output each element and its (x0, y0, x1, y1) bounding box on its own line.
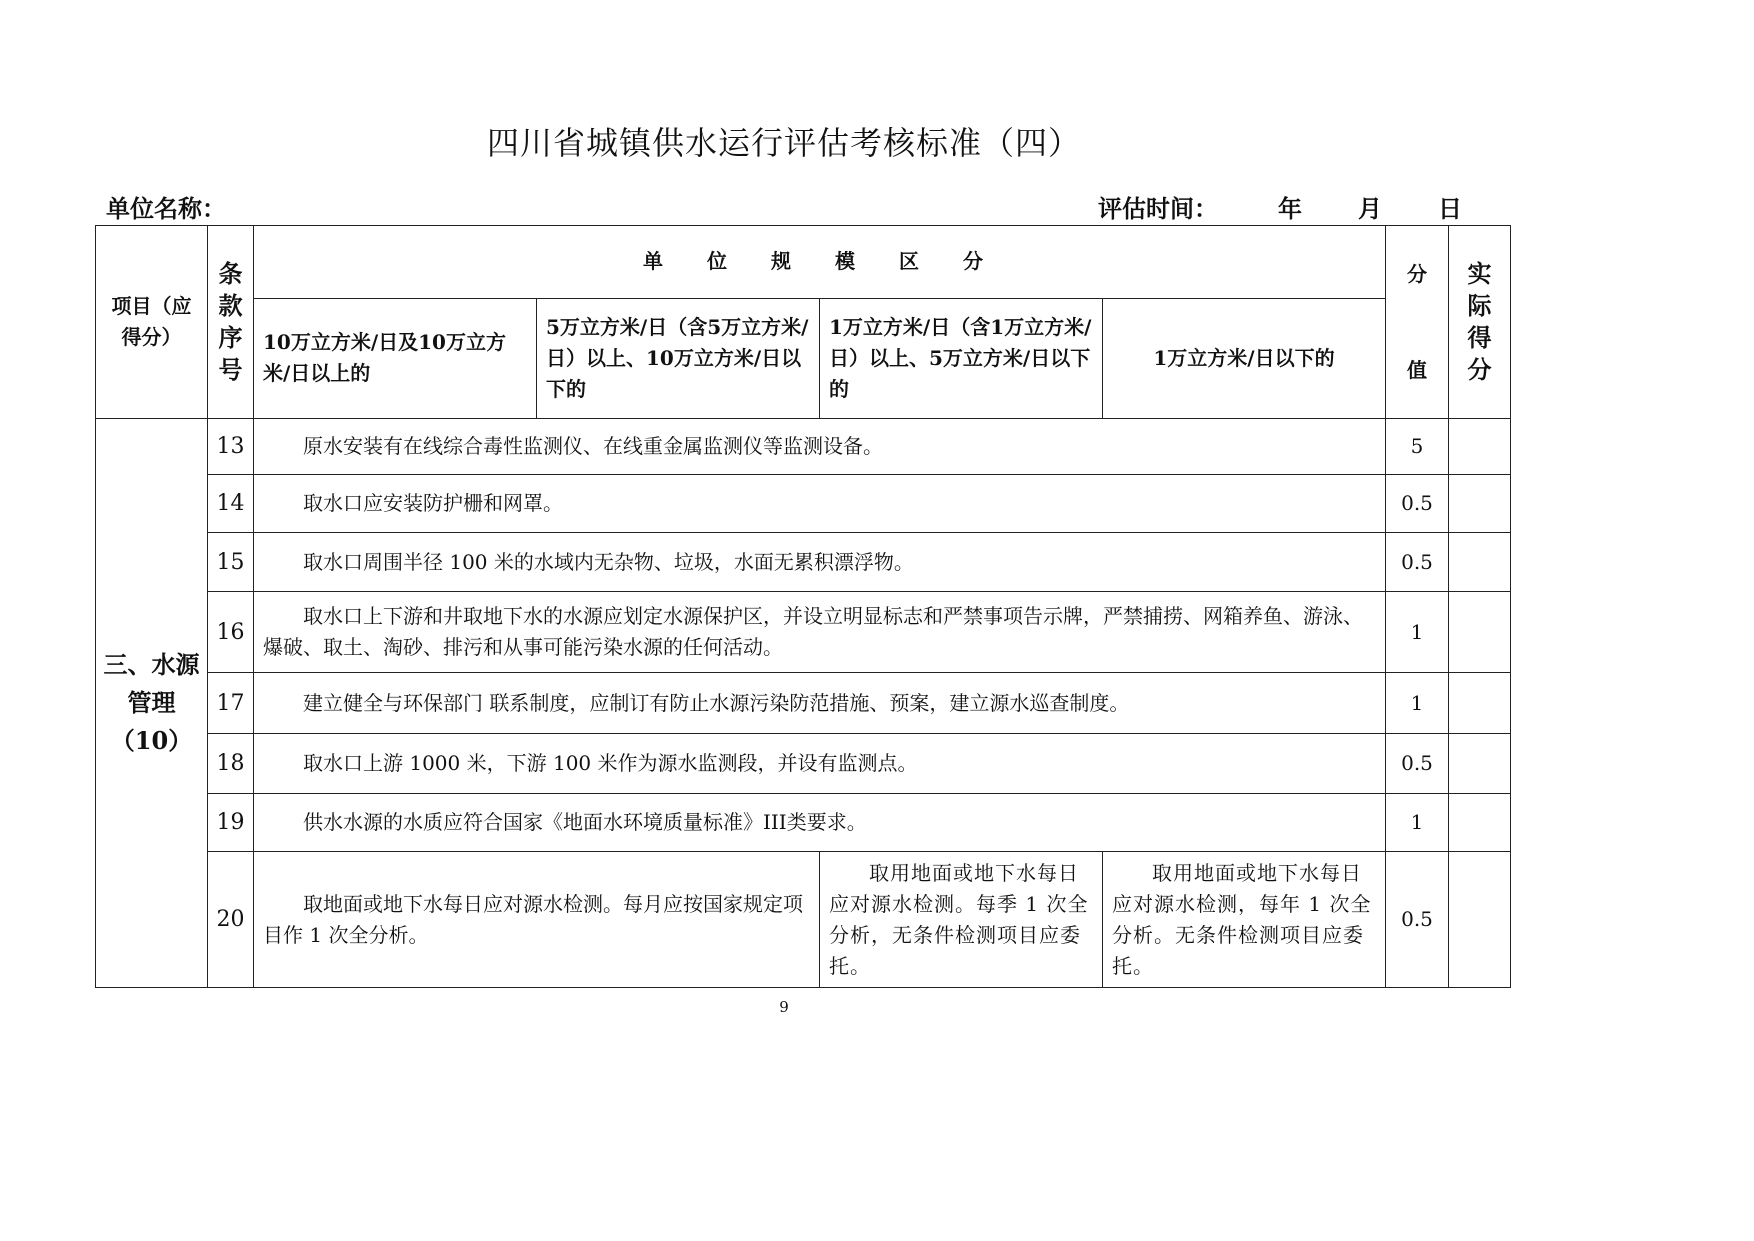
score-value: 1 (1386, 794, 1449, 852)
score-value: 0.5 (1386, 475, 1449, 533)
clause-text: 原水安装有在线综合毒性监测仪、在线重金属监测仪等监测设备。 (254, 419, 1386, 475)
header-clause-no (208, 226, 254, 419)
table-row (96, 852, 1511, 988)
clause-text-large-scale: 取地面或地下水每日应对源水检测。每月应按国家规定项目作 1 次全分析。 (254, 852, 820, 988)
table-row (96, 533, 1511, 592)
clause-text-medium-scale: 取用地面或地下水每日应对源水检测。每季 1 次全分析，无条件检测项目应委托。 (820, 852, 1103, 988)
clause-text: 取水口应安装防护栅和网罩。 (254, 475, 1386, 533)
header-actual (1449, 226, 1511, 419)
score-value: 0.5 (1386, 852, 1449, 988)
header-scale-2: 5万立方米/日（含5万立方米/日）以上、10万立方米/日以下的 (537, 298, 820, 418)
clause-number: 20 (208, 852, 254, 988)
header-scale-3: 1万立方米/日（含1万立方米/日）以上、5万立方米/日以下的 (820, 298, 1103, 418)
clause-text: 取水口上下游和井取地下水的水源应划定水源保护区，并设立明显标志和严禁事项告示牌，严禁捕捞、网箱养鱼、游泳、爆破、取土、淘砂、排污和从事可能污染水源的任何活动。 (254, 592, 1386, 673)
header-clause-no-text: 条款序号 (218, 259, 243, 384)
table-row (96, 794, 1511, 852)
actual-score-cell (1449, 533, 1511, 592)
eval-time-year: 年 (1278, 194, 1302, 223)
eval-time-label: 评估时间： (1098, 194, 1218, 223)
header-scale: 单位规模区分 (254, 226, 1386, 299)
clause-text: 供水水源的水质应符合国家《地面水环境质量标准》III类要求。 (254, 794, 1386, 852)
header-scale-4: 1万立方米/日以下的 (1103, 298, 1386, 418)
score-value: 0.5 (1386, 533, 1449, 592)
table-row (96, 419, 1511, 475)
actual-score-cell (1449, 475, 1511, 533)
clause-number: 15 (208, 533, 254, 592)
eval-time-day: 日 (1438, 194, 1462, 223)
section-title: 三、水源管理 (103, 650, 200, 717)
header-actual-text: 实际得分 (1467, 259, 1492, 384)
unit-name-label: 单位名称： (106, 194, 226, 223)
eval-time-month: 月 (1358, 194, 1382, 223)
actual-score-cell (1449, 673, 1511, 734)
clause-text: 建立健全与环保部门 联系制度，应制订有防止水源污染防范措施、预案，建立源水巡查制度。 (254, 673, 1386, 734)
actual-score-cell (1449, 794, 1511, 852)
section-label (96, 419, 208, 988)
eval-time (1098, 189, 1462, 224)
score-value: 1 (1386, 592, 1449, 673)
header-scale-1: 10万立方米/日及10万立方米/日以上的 (254, 298, 537, 418)
score-value: 1 (1386, 673, 1449, 734)
section-points: （10） (110, 726, 193, 755)
clause-text-small-scale: 取用地面或地下水每日应对源水检测，每年 1 次全分析。无条件检测项目应委托。 (1103, 852, 1386, 988)
clause-number: 13 (208, 419, 254, 475)
standards-table (95, 225, 1511, 988)
table-row (96, 734, 1511, 794)
actual-score-cell (1449, 734, 1511, 794)
clause-text: 取水口上游 1000 米，下游 100 米作为源水监测段，并设有监测点。 (254, 734, 1386, 794)
clause-text: 取水口周围半径 100 米的水域内无杂物、垃圾，水面无累积漂浮物。 (254, 533, 1386, 592)
header-item-text: 项目（应得分） (111, 294, 192, 349)
clause-number: 17 (208, 673, 254, 734)
actual-score-cell (1449, 419, 1511, 475)
clause-number: 16 (208, 592, 254, 673)
header-item (96, 226, 208, 419)
table-row (96, 475, 1511, 533)
header-score-text: 分值 (1407, 262, 1427, 382)
page-title: 四川省城镇供水运行评估考核标准（四） (486, 124, 1081, 162)
clause-number: 14 (208, 475, 254, 533)
score-value: 0.5 (1386, 734, 1449, 794)
clause-number: 19 (208, 794, 254, 852)
table-row (96, 673, 1511, 734)
page-number: 9 (779, 998, 789, 1016)
score-value: 5 (1386, 419, 1449, 475)
actual-score-cell (1449, 852, 1511, 988)
header-score (1386, 226, 1449, 419)
actual-score-cell (1449, 592, 1511, 673)
table-row (96, 592, 1511, 673)
clause-number: 18 (208, 734, 254, 794)
